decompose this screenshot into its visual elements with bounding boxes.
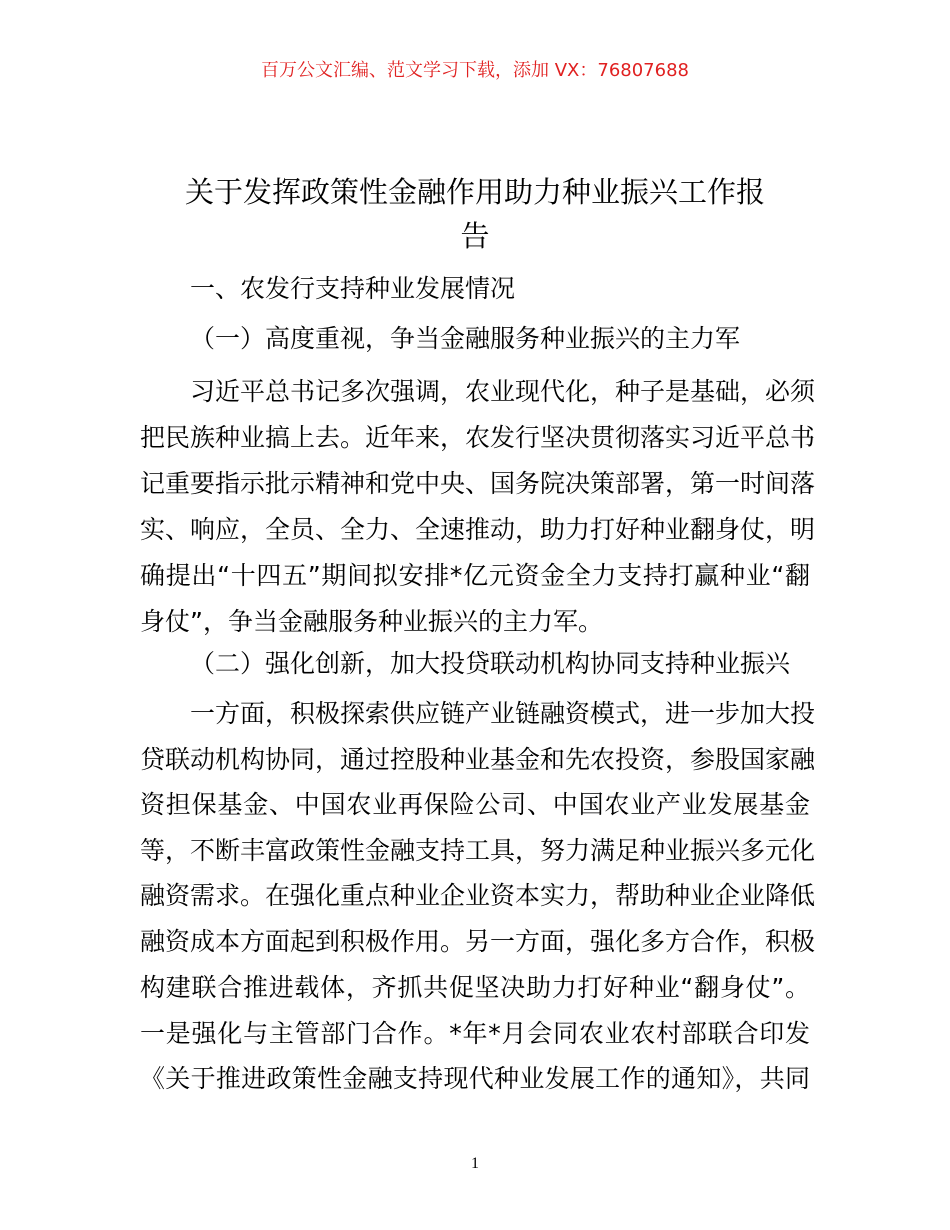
- paragraph-line: 融资成本方面起到积极作用。另一方面，强化多方合作，积极: [140, 927, 816, 956]
- heading-level-1: 一、农发行支持种业发展情况: [190, 274, 516, 303]
- paragraph-line: 一是强化与主管部门合作。*年*月会同农业农村部联合印发: [140, 1019, 810, 1048]
- paragraph-line: 把民族种业搞上去。近年来，农发行坚决贯彻落实习近平总书: [140, 423, 816, 452]
- header-notice: 百万公文汇编、范文学习下载，添加 VX：76807688: [261, 60, 689, 81]
- paragraph-line: 身仗”，争当金融服务种业振兴的主力军。: [140, 607, 603, 636]
- section-2-heading: （二）强化创新，加大投贷联动机构协同支持种业振兴: [190, 649, 791, 678]
- paragraph-line: 习近平总书记多次强调，农业现代化，种子是基础，必须: [190, 377, 816, 406]
- page-number: 1: [471, 1155, 479, 1172]
- paragraph-line: 贷联动机构协同，通过控股种业基金和先农投资，参股国家融: [140, 745, 816, 774]
- paragraph-line: 资担保基金、中国农业再保险公司、中国农业产业发展基金: [140, 790, 810, 819]
- paragraph-line: 融资需求。在强化重点种业企业资本实力，帮助种业企业降低: [140, 881, 816, 910]
- paragraph-line: 《关于推进政策性金融支持现代种业发展工作的通知》，共同: [140, 1064, 810, 1093]
- paragraph-line: 确提出“十四五”期间拟安排*亿元资金全力支持打赢种业“翻: [140, 561, 810, 590]
- paragraph-line: 等，不断丰富政策性金融支持工具，努力满足种业振兴多元化: [140, 836, 816, 865]
- section-1-heading: （一）高度重视，争当金融服务种业振兴的主力军: [190, 324, 741, 353]
- paragraph-line: 记重要指示批示精神和党中央、国务院决策部署，第一时间落: [140, 469, 816, 498]
- paragraph-line: 一方面，积极探索供应链产业链融资模式，进一步加大投: [190, 699, 816, 728]
- paragraph-line: 构建联合推进载体，齐抓共促坚决助力打好种业“翻身仗”。: [140, 973, 810, 1002]
- document-title-line-1: 关于发挥政策性金融作用助力种业振兴工作报: [184, 175, 765, 209]
- paragraph-line: 实、响应，全员、全力、全速推动，助力打好种业翻身仗，明: [140, 515, 816, 544]
- document-title-line-2: 告: [460, 219, 490, 253]
